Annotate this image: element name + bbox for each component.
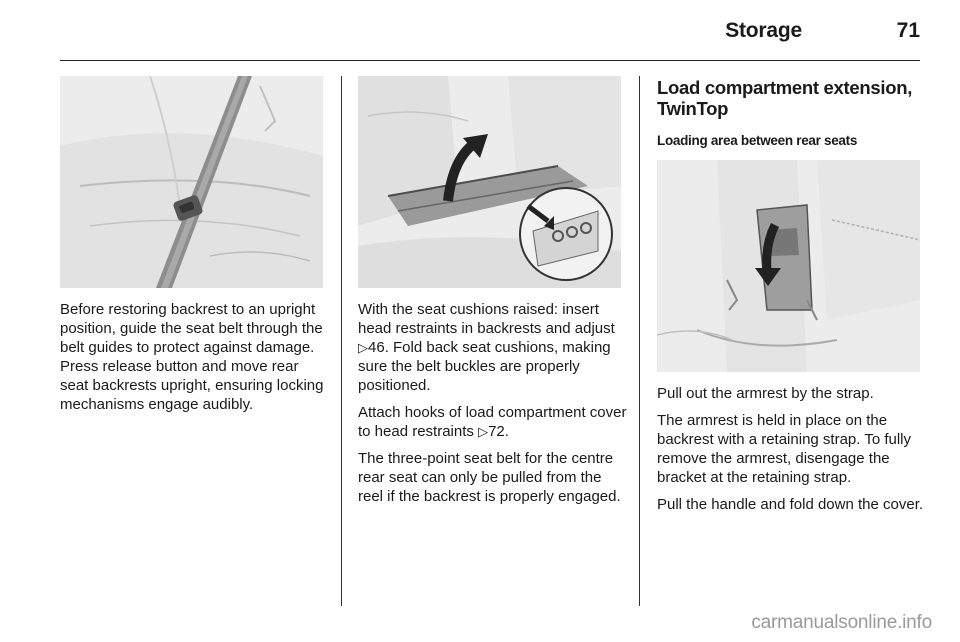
- paragraph: Pull out the armrest by the strap.: [657, 385, 874, 402]
- paragraph-text: .: [504, 423, 509, 440]
- column1-text: [60, 300, 328, 422]
- page-ref[interactable]: 72: [488, 423, 505, 440]
- paragraph-text: . Fold back seat cushions, making sure the belt buckles are properly positioned.: [358, 339, 611, 394]
- page-ref-icon: ▷: [358, 340, 368, 355]
- page-ref[interactable]: 46: [368, 339, 385, 356]
- page-number: 71: [896, 19, 920, 42]
- page-header: [60, 0, 920, 61]
- paragraph: Before restoring backrest to an upright position, guide the seat belt through the belt guides to protect against damage. Press release button and move rear seat backrests upright, ensuring locking mechanisms engage audibly.: [60, 301, 324, 413]
- watermark: carmanualsonline.info: [751, 612, 932, 633]
- column-divider: [639, 76, 640, 606]
- page-ref-icon: ▷: [478, 424, 489, 439]
- column2-text: [358, 300, 630, 514]
- section-title: Storage: [725, 19, 802, 42]
- load-cover-hook-illustration: [358, 76, 621, 288]
- paragraph: Pull the handle and fold down the cover.: [657, 496, 924, 513]
- seat-belt-guide-illustration: [60, 76, 323, 288]
- armrest-illustration: [657, 160, 920, 372]
- paragraph-text: With the seat cushions raised: insert head restraints in backrests and adjust: [358, 301, 615, 337]
- subsection-heading: Loading area between rear seats: [657, 133, 858, 148]
- paragraph: The three-point seat belt for the centre rear seat can only be pulled from the reel if the backrest is properly engaged.: [358, 450, 621, 505]
- section-heading: Load compartment extension, TwinTop: [657, 77, 913, 119]
- paragraph: [358, 403, 630, 441]
- paragraph-text: Attach hooks of load compartment cover to head restraints: [358, 404, 627, 440]
- column-divider: [341, 76, 342, 606]
- paragraph: The armrest is held in place on the backrest with a retaining strap. To fully remove the armrest, disengage the bracket at the retaining strap.: [657, 412, 912, 486]
- column3-text: [657, 384, 925, 522]
- paragraph: [358, 300, 630, 395]
